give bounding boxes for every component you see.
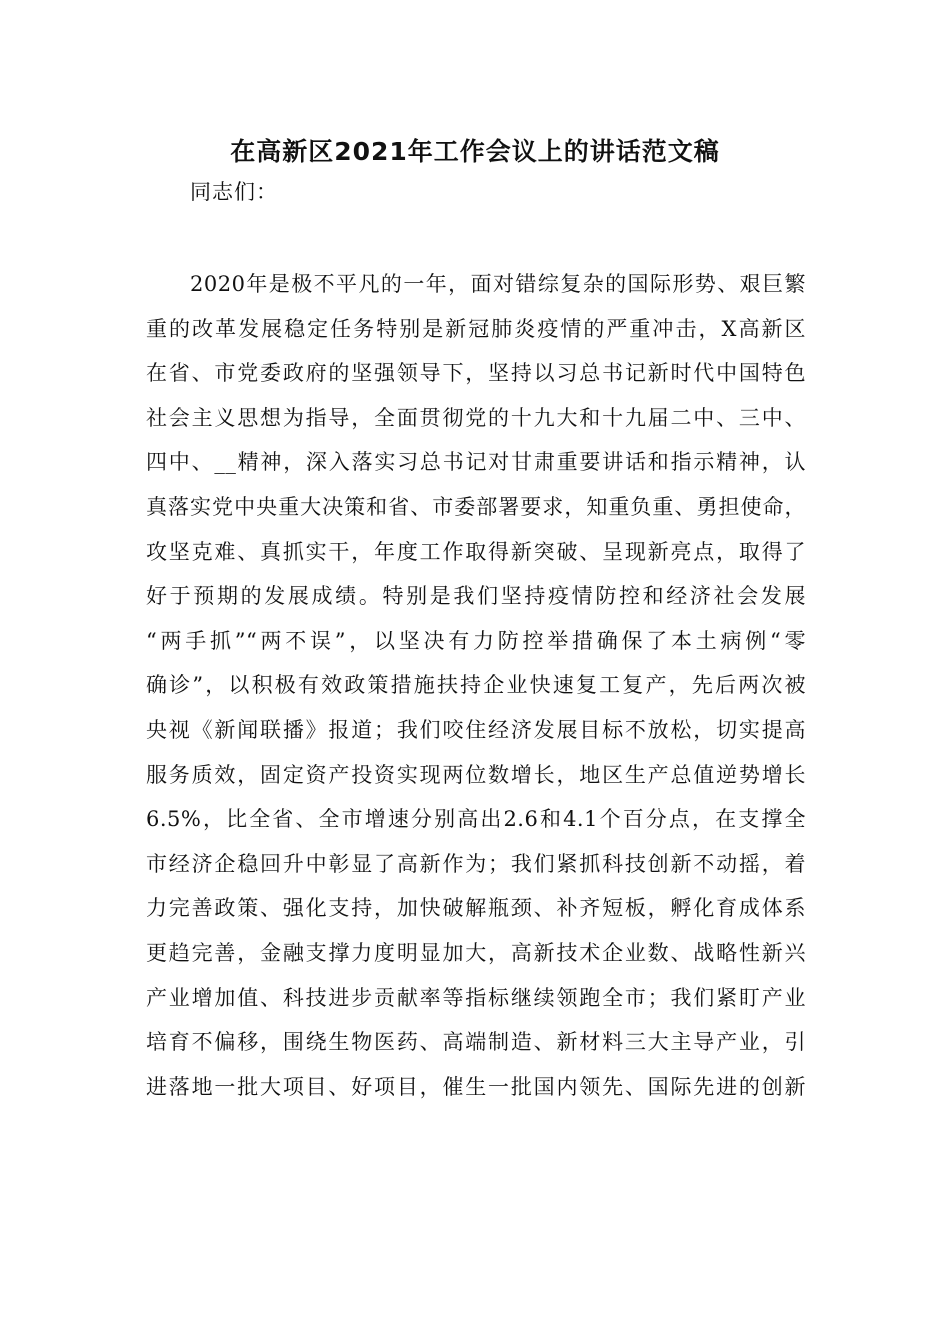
paragraph-line: 攻坚克难、真抓实干，年度工作取得新突破、呈现新亮点，取得了 — [146, 539, 806, 564]
paragraph-line: 重的改革发展稳定任务特别是新冠肺炎疫情的严重冲击，X高新区 — [146, 316, 806, 341]
paragraph-line: 真落实党中央重大决策和省、市委部署要求，知重负重、勇担使命， — [146, 494, 806, 519]
paragraph-line: 进落地一批大项目、好项目，催生一批国内领先、国际先进的创新 — [146, 1074, 806, 1099]
paragraph-line: 6.5%，比全省、全市增速分别高出2.6和4.1个百分点，在支撑全 — [146, 807, 806, 832]
salutation: 同志们： — [190, 180, 278, 204]
paragraph-line: 市经济企稳回升中彰显了高新作为；我们紧抓科技创新不动摇，着 — [146, 851, 806, 876]
paragraph-line: 产业增加值、科技进步贡献率等指标继续领跑全市；我们紧盯产业 — [146, 985, 806, 1010]
paragraph-line: 四中、__精神，深入落实习总书记对甘肃重要讲话和指示精神，认 — [146, 450, 806, 475]
paragraph-line: 2020年是极不平凡的一年，面对错综复杂的国际形势、艰巨繁 — [190, 272, 806, 296]
paragraph-line: 在省、市党委政府的坚强领导下，坚持以习总书记新时代中国特色 — [146, 361, 806, 386]
paragraph-line: 力完善政策、强化支持，加快破解瓶颈、补齐短板，孵化育成体系 — [146, 896, 806, 921]
body-paragraph — [146, 268, 806, 1115]
paragraph-line: 服务质效，固定资产投资实现两位数增长，地区生产总值逆势增长 — [146, 762, 806, 787]
paragraph-line: 更趋完善，金融支撑力度明显加大，高新技术企业数、战略性新兴 — [146, 940, 806, 965]
paragraph-line: 社会主义思想为指导，全面贯彻党的十九大和十九届二中、三中、 — [146, 405, 806, 430]
paragraph-line: “两手抓”“两不误”，以坚决有力防控举措确保了本土病例“零 — [146, 628, 806, 653]
paragraph-line: 好于预期的发展成绩。特别是我们坚持疫情防控和经济社会发展 — [146, 584, 806, 609]
paragraph-line: 确诊”，以积极有效政策措施扶持企业快速复工复产，先后两次被 — [146, 673, 806, 698]
paragraph-line: 央视《新闻联播》报道；我们咬住经济发展目标不放松，切实提高 — [146, 717, 806, 742]
document-title: 在高新区2021年工作会议上的讲话范文稿 — [230, 137, 720, 166]
paragraph-line: 培育不偏移，围绕生物医药、高端制造、新材料三大主导产业，引 — [146, 1030, 806, 1055]
